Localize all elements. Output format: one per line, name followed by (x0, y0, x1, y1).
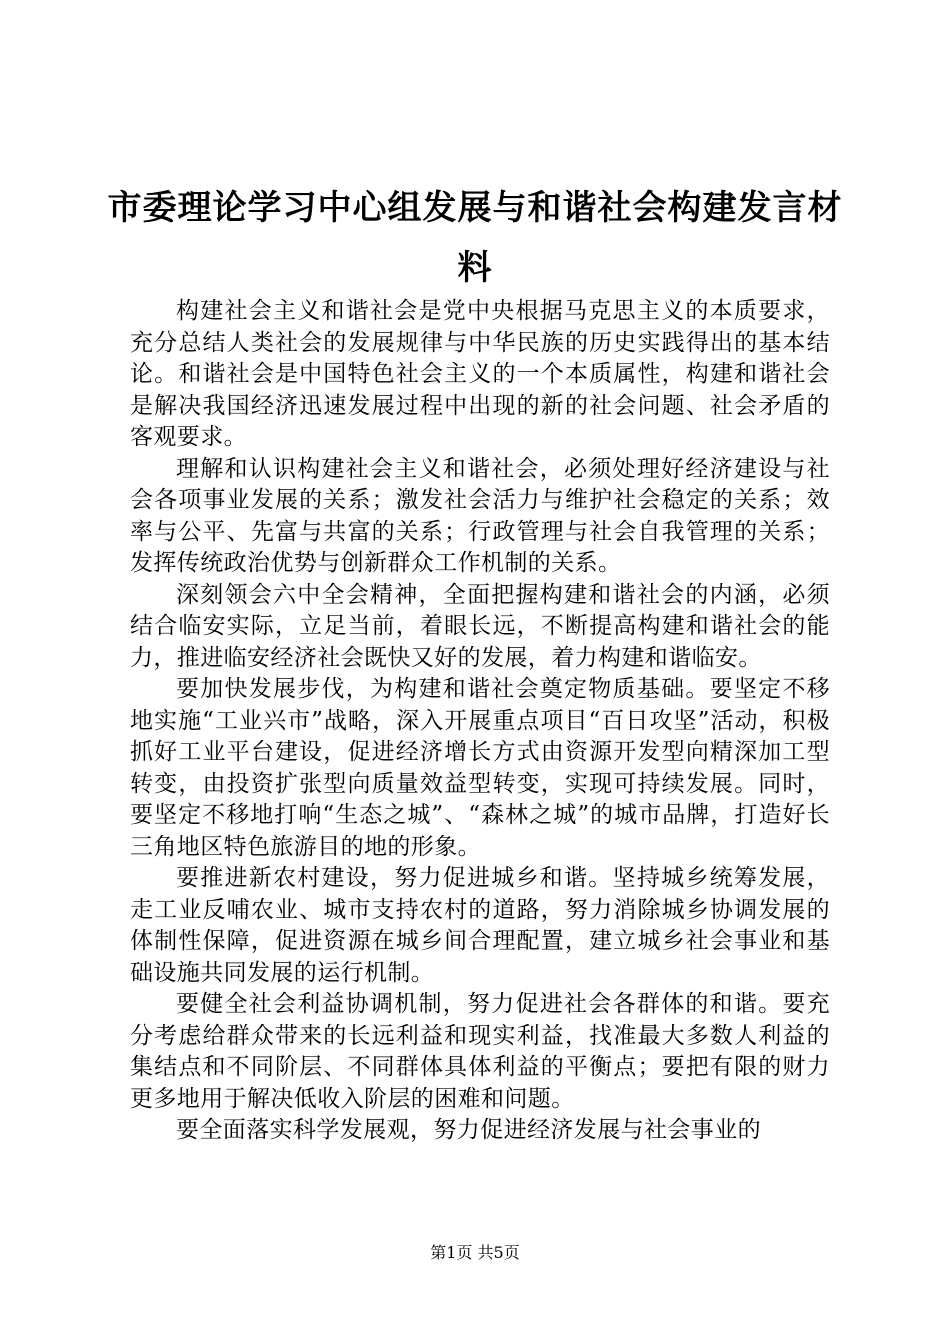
document-body (130, 296, 830, 1147)
paragraph-5: 要推进新农村建设，努力促进城乡和谐。坚持城乡统筹发展，走工业反哺农业、城市支持农村的道路，努力消除城乡协调发展的体制性保障，促进资源在城乡间合理配置，建立城乡社会事业和基础设施共同发展的运行机制。 (130, 865, 830, 986)
page-number-footer: 第1页 共5页 (430, 1243, 520, 1262)
paragraph-3: 深刻领会六中全会精神，全面把握构建和谐社会的内涵，必须结合临安实际，立足当前，着眼长远，不断提高构建和谐社会的能力，推进临安经济社会既快又好的发展，着力构建和谐临安。 (130, 581, 830, 671)
document-title: 市委理论学习中心组发展与和谐社会构建发言材料 (107, 188, 843, 288)
paragraph-1: 构建社会主义和谐社会是党中央根据马克思主义的本质要求，充分总结人类社会的发展规律与中华民族的历史实践得出的基本结论。和谐社会是中国特色社会主义的一个本质属性，构建和谐社会是解决我国经济迅速发展过程中出现的新的社会问题、社会矛盾的客观要求。 (130, 298, 830, 450)
paragraph-7: 要全面落实科学发展观，努力促进经济发展与社会事业的 (176, 1117, 761, 1143)
paragraph-4: 要加快发展步伐，为构建和谐社会奠定物质基础。要坚定不移地实施“工业兴市”战略，深入开展重点项目“百日攻坚”活动，积极抓好工业平台建设，促进经济增长方式由资源开发型向精深加工型转变，由投资扩张型向质量效益型转变，实现可持续发展。同时，要坚定不移地打响“生态之城”、“森林之城”的城市品牌，打造好长三角地区特色旅游目的地的形象。 (130, 676, 830, 860)
paragraph-2: 理解和认识构建社会主义和谐社会，必须处理好经济建设与社会各项事业发展的关系；激发社会活力与维护社会稳定的关系；效率与公平、先富与共富的关系；行政管理与社会自我管理的关系；发挥传统政治优势与创新群众工作机制的关系。 (130, 455, 830, 576)
paragraph-6: 要健全社会利益协调机制，努力促进社会各群体的和谐。要充分考虑给群众带来的长远利益和现实利益，找准最大多数人利益的集结点和不同阶层、不同群体具体利益的平衡点；要把有限的财力更多地用于解决低收入阶层的困难和问题。 (130, 991, 830, 1112)
